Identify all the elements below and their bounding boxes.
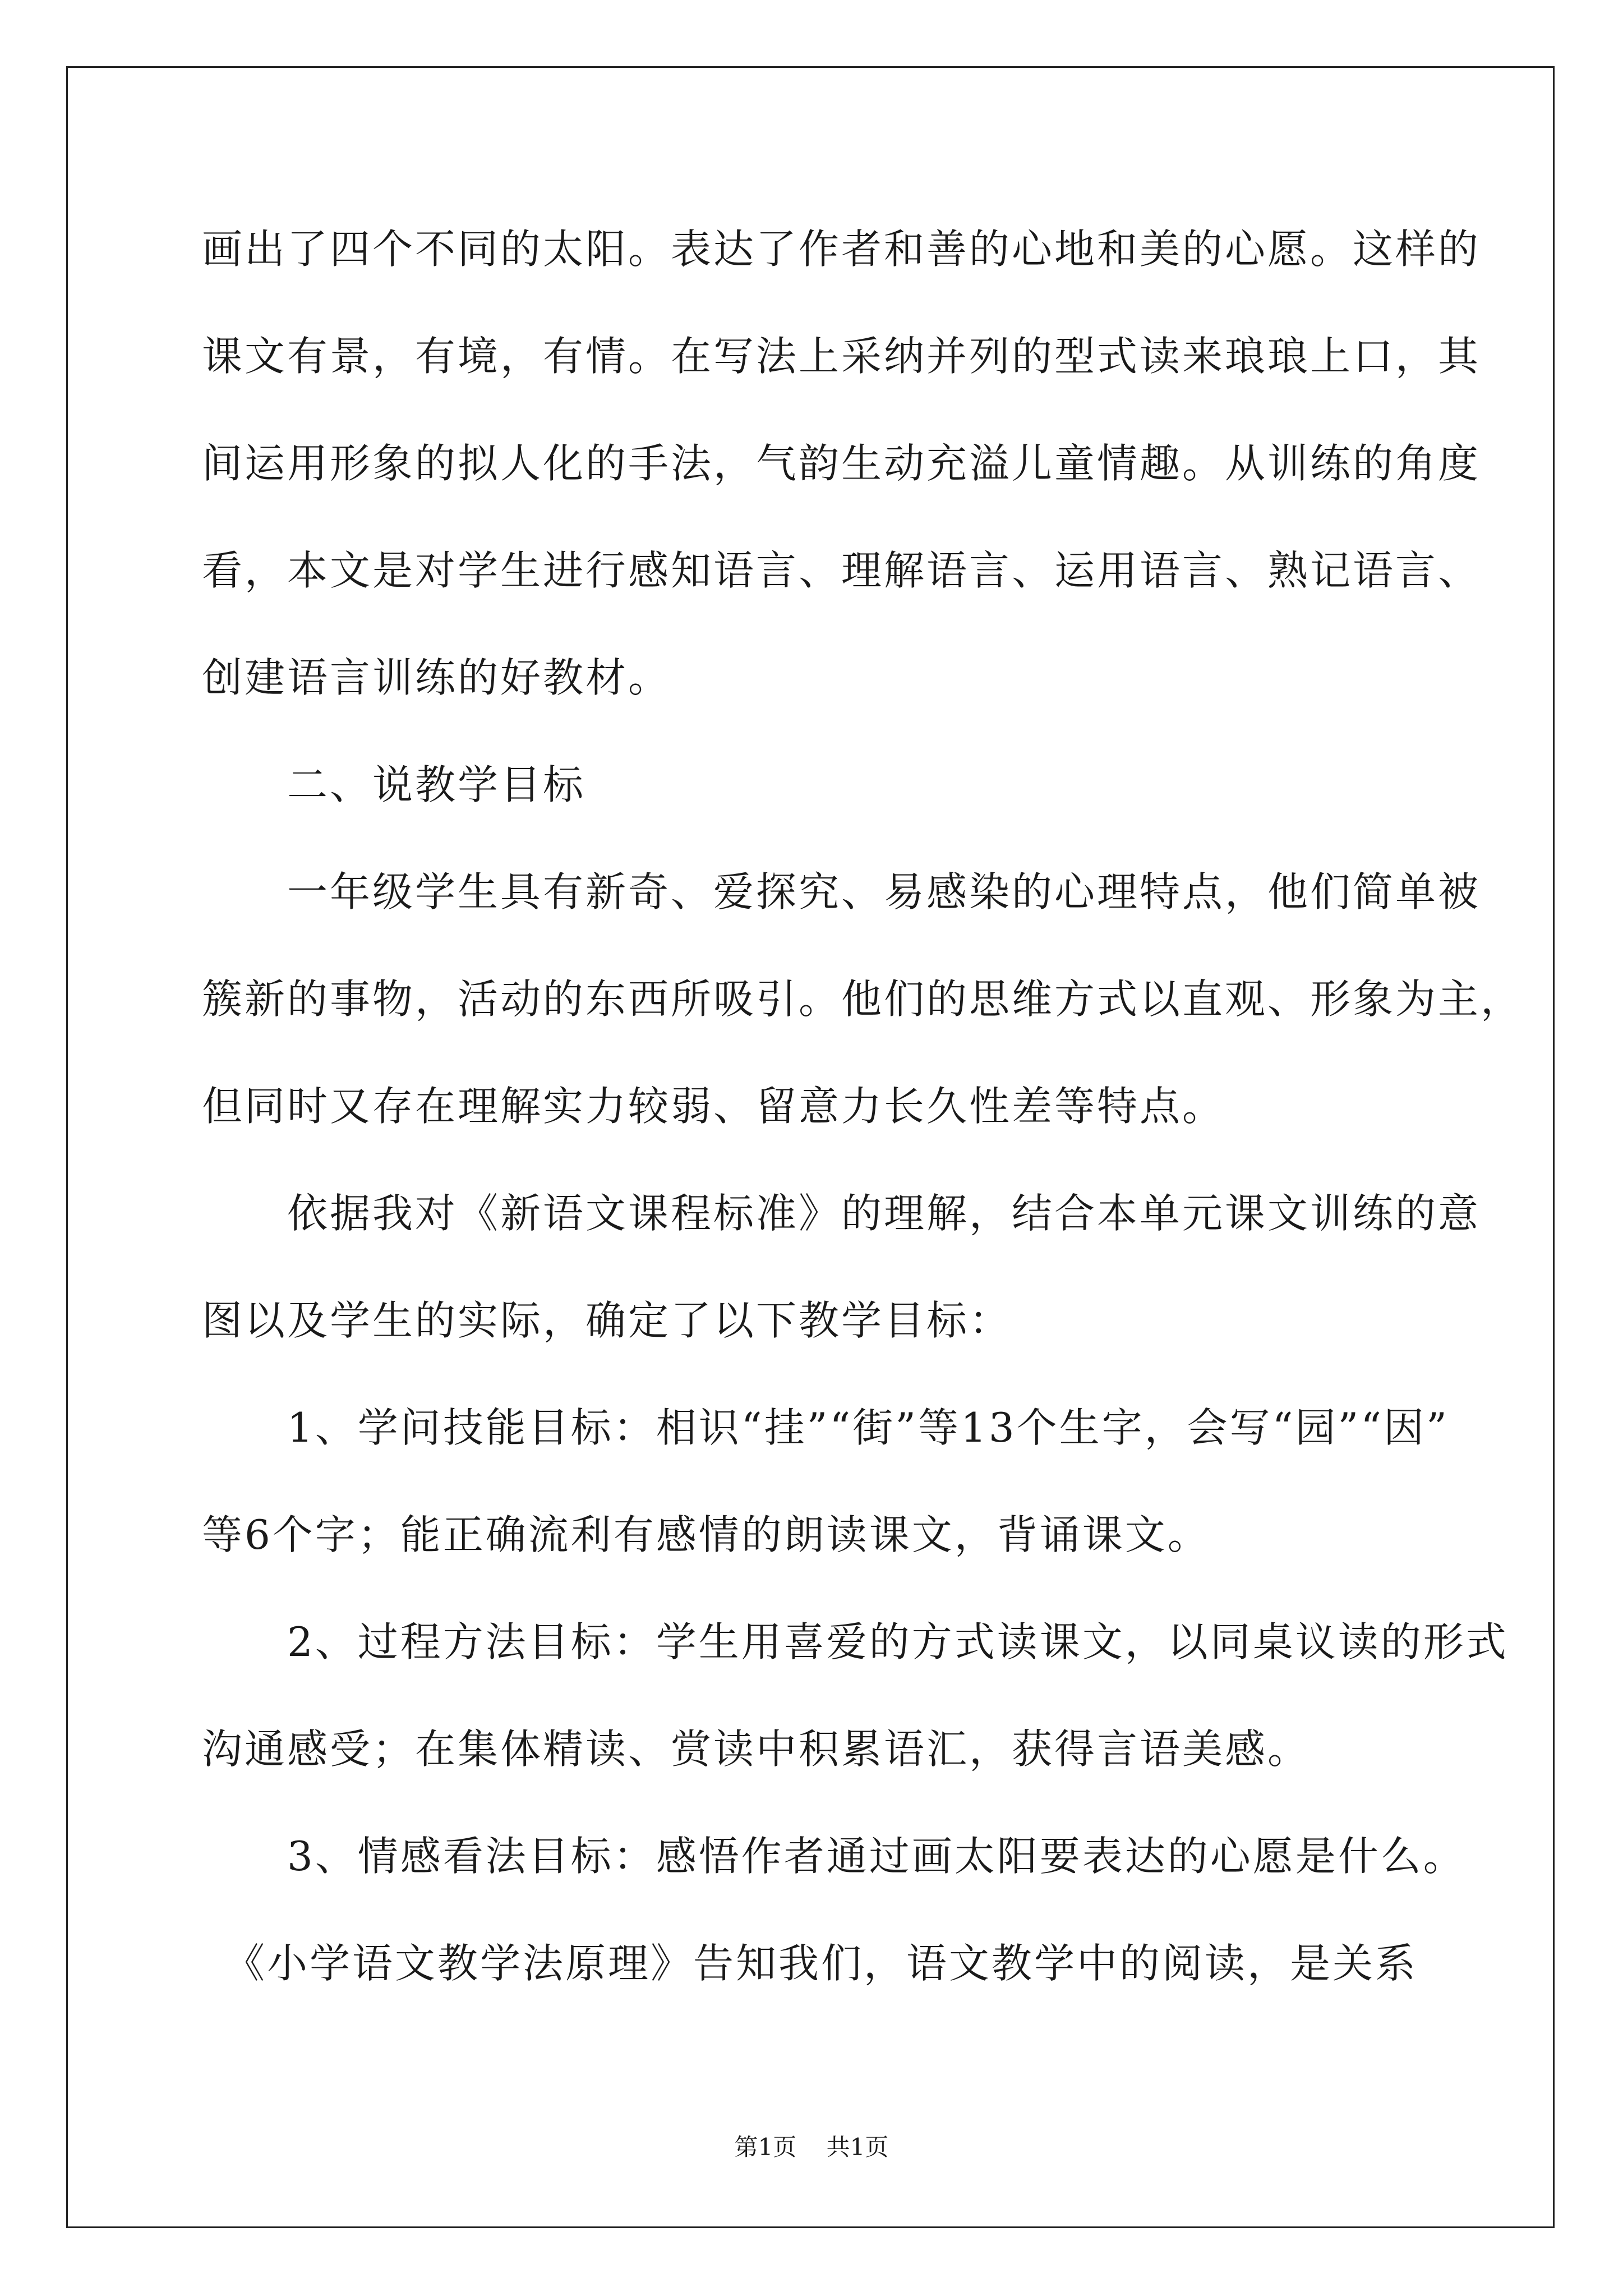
text-line: 看，本文是对学生进行感知语言、理解语言、运用语言、熟记语言、 — [202, 547, 1481, 594]
text-line: 画出了四个不同的太阳。表达了作者和善的心地和美的心愿。这样的 — [202, 226, 1481, 273]
page-total: 共1页 — [826, 2133, 889, 2161]
text-line: 图以及学生的实际，确定了以下教学目标： — [202, 1297, 1012, 1344]
section-heading: 二、说教学目标 — [202, 761, 586, 808]
text-line: 间运用形象的拟人化的手法，气韵生动充溢儿童情趣。从训练的角度 — [202, 440, 1481, 487]
text-line: 但同时又存在理解实力较弱、留意力长久性差等特点。 — [202, 1083, 1225, 1130]
page-footer — [0, 2131, 1623, 2164]
text-line: 一年级学生具有新奇、爱探究、易感染的心理特点，他们简单被 — [202, 868, 1481, 915]
text-line: 沟通感受；在集体精读、赏读中积累语汇，获得言语美感。 — [202, 1726, 1311, 1773]
text-line: 《小学语文教学法原理》告知我们，语文教学中的阅读，是关系 — [202, 1940, 1418, 1987]
text-line: 课文有景，有境，有情。在写法上采纳并列的型式读来琅琅上口，其 — [202, 333, 1481, 380]
text-line: 1、学问技能目标：相识“挂”“街”等13个生字，会写“园”“因” — [202, 1404, 1449, 1451]
text-line: 3、情感看法目标：感悟作者通过画太阳要表达的心愿是什么。 — [202, 1833, 1466, 1880]
text-line: 等6个字；能正确流利有感情的朗读课文，背诵课文。 — [202, 1511, 1210, 1558]
page-number: 第1页 — [734, 2133, 797, 2161]
text-line: 2、过程方法目标：学生用喜爱的方式读课文，以同桌议读的形式 — [202, 1618, 1509, 1665]
text-line: 依据我对《新语文课程标准》的理解，结合本单元课文训练的意 — [202, 1190, 1481, 1237]
page-border — [66, 66, 1555, 2228]
text-line: 簇新的事物，活动的东西所吸引。他们的思维方式以直观、形象为主， — [202, 976, 1524, 1023]
text-line: 创建语言训练的好教材。 — [202, 654, 671, 701]
